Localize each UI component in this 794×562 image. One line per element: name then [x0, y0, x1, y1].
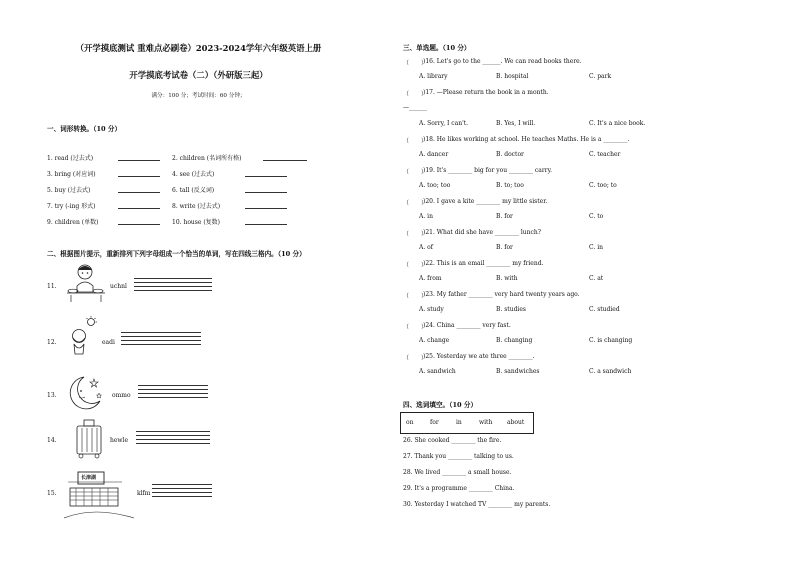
s1-blank-1[interactable]: [118, 160, 160, 161]
s2-num-13: 13.: [47, 392, 57, 399]
s2-line-11a[interactable]: [134, 278, 212, 279]
q21-option-c[interactable]: C. in: [589, 244, 603, 251]
s1-blank-3[interactable]: [118, 176, 160, 177]
q17-reply: —______: [403, 104, 427, 111]
q25-option-a[interactable]: A. sandwich: [419, 368, 456, 375]
s1-blank-9[interactable]: [118, 224, 160, 225]
q18-option-c[interactable]: C. teacher: [589, 151, 621, 158]
s2-num-15: 15.: [47, 490, 57, 497]
section3-heading: 三、单选题。（10 分）: [403, 44, 471, 52]
s1-blank-8[interactable]: [245, 208, 287, 209]
q19-paren[interactable]: （ ）: [403, 169, 428, 176]
s2-line-11b[interactable]: [134, 282, 212, 283]
q23-option-b[interactable]: B. studies: [496, 306, 526, 313]
q29-stem: 29. It's a programme ________ China.: [403, 485, 515, 492]
q16-stem: )16. Let's go to the ______. We can read books there.: [423, 58, 582, 65]
word-bank-in: in: [456, 419, 462, 426]
s1-blank-7[interactable]: [118, 208, 160, 209]
s2-line-15d[interactable]: [152, 496, 212, 497]
s2-line-14a[interactable]: [136, 431, 210, 432]
s2-line-12a[interactable]: [121, 332, 201, 333]
q18-paren[interactable]: （ ）: [403, 138, 428, 145]
q30-stem: 30. Yesterday I watched TV ________ my parents.: [403, 501, 551, 508]
q24-stem: )24. China ________ very fast.: [423, 322, 511, 329]
s1-item-5: 5. buy (过去式): [47, 187, 91, 194]
s2-line-12c[interactable]: [121, 340, 201, 341]
q25-stem: )25. Yesterday we ate three ________.: [423, 353, 535, 360]
q23-paren[interactable]: （ ）: [403, 293, 428, 300]
q19-option-c[interactable]: C. too; to: [589, 182, 617, 189]
s2-num-14: 14.: [47, 437, 57, 444]
s2-letters-12: eadi: [102, 339, 115, 346]
exam-title: （开学摸底测试 重难点必刷卷）2023-2024学年六年级英语上册: [75, 43, 322, 53]
lightbulb-idea-icon: [67, 316, 103, 356]
exam-subtitle: 开学摸底考试卷（二）（外研版三起）: [129, 70, 268, 80]
s1-item-1: 1. read (过去式): [47, 155, 94, 162]
q22-option-a[interactable]: A. from: [419, 275, 442, 282]
q16-option-a[interactable]: A. library: [419, 73, 448, 80]
q25-option-b[interactable]: B. sandwiches: [496, 368, 540, 375]
q23-option-a[interactable]: A. study: [419, 306, 444, 313]
s1-item-6: 6. tall (反义词): [172, 187, 215, 194]
word-bank-on: on: [406, 419, 414, 426]
s2-line-14b[interactable]: [136, 435, 210, 436]
s2-line-14d[interactable]: [136, 443, 210, 444]
q17-option-a[interactable]: A. Sorry, I can't.: [419, 120, 469, 127]
s1-blank-6[interactable]: [245, 192, 287, 193]
s2-letters-14: hewle: [110, 437, 129, 444]
s1-item-9: 9. children (单数): [47, 219, 99, 226]
s1-item-4: 4. see (过去式): [172, 171, 215, 178]
q28-stem: 28. We lived ________ a small house.: [403, 469, 512, 476]
s2-num-11: 11.: [47, 283, 57, 290]
q17-stem: )17. —Please return the book in a month.: [423, 89, 549, 96]
q20-option-a[interactable]: A. in: [419, 213, 433, 220]
q21-option-b[interactable]: B. for: [496, 244, 513, 251]
q24-option-a[interactable]: A. change: [419, 337, 450, 344]
q23-stem: )23. My father ________ very hard twenty years ago.: [423, 291, 580, 298]
s2-line-13b[interactable]: [138, 389, 208, 390]
q16-option-c[interactable]: C. park: [589, 73, 612, 80]
s2-line-15c[interactable]: [152, 492, 212, 493]
section4-heading: 四、选词填空。（10 分）: [403, 401, 478, 409]
q25-option-c[interactable]: C. a sandwich: [589, 368, 632, 375]
q19-stem: )19. It's ________ big for you ________ carry.: [423, 167, 553, 174]
s2-line-13c[interactable]: [138, 393, 208, 394]
q22-option-c[interactable]: C. at: [589, 275, 604, 282]
q23-option-c[interactable]: C. studied: [589, 306, 620, 313]
q16-paren[interactable]: （ ）: [403, 60, 428, 67]
q21-option-a[interactable]: A. of: [419, 244, 433, 251]
q24-option-c[interactable]: C. is changing: [589, 337, 633, 344]
s2-line-15b[interactable]: [152, 488, 212, 489]
film-title-sign: 长津湖: [81, 475, 97, 481]
s1-blank-10[interactable]: [245, 224, 287, 225]
q21-paren[interactable]: （ ）: [403, 231, 428, 238]
section1-heading: 一、词形转换。（10 分）: [47, 125, 122, 133]
s2-line-13d[interactable]: [138, 397, 208, 398]
q21-stem: )21. What did she have ________ lunch?: [423, 229, 541, 236]
s2-letters-13: ommo: [112, 392, 131, 399]
section2-heading: 二、根据图片提示，重新排列下列字母组成一个恰当的单词，写在四线三格内。（10 分）: [47, 250, 306, 258]
q24-paren[interactable]: （ ）: [403, 324, 428, 331]
q19-option-a[interactable]: A. too; too: [419, 182, 451, 189]
q17-option-b[interactable]: B. Yes, I will.: [496, 120, 536, 127]
moon-stars-icon: [64, 373, 104, 413]
q18-option-b[interactable]: B. doctor: [496, 151, 524, 158]
word-bank-for: for: [430, 419, 439, 426]
word-bank-with: with: [479, 419, 493, 426]
boy-eating-icon: [65, 262, 107, 304]
q18-stem: )18. He likes working at school. He teaches Maths. He is a ________.: [423, 136, 630, 143]
s1-item-3: 3. bring (对应词): [47, 171, 96, 178]
exam-meta: 满分：100 分；考试时间：60 分钟；: [151, 93, 246, 99]
q27-stem: 27. Thank you ________ talking to us.: [403, 453, 514, 460]
s1-blank-5[interactable]: [118, 192, 160, 193]
s1-item-7: 7. try (-ing 形式): [47, 203, 96, 210]
q26-stem: 26. She cooked ________ the fire.: [403, 437, 502, 444]
s2-letters-11: uchnl: [110, 283, 127, 290]
q17-paren[interactable]: （ ）: [403, 91, 428, 98]
s1-item-8: 8. write (过去式): [172, 203, 221, 210]
q20-stem: )20. I gave a kite ________ my little sister.: [423, 198, 548, 205]
q20-paren[interactable]: （ ）: [403, 200, 428, 207]
s1-item-10: 10. house (复数): [172, 219, 221, 226]
film-projector-icon: [64, 468, 136, 520]
s2-line-12d[interactable]: [121, 344, 201, 345]
s2-line-14c[interactable]: [136, 439, 210, 440]
q25-paren[interactable]: （ ）: [403, 355, 428, 362]
q16-option-b[interactable]: B. hospital: [496, 73, 529, 80]
s1-blank-2[interactable]: [263, 160, 307, 161]
s2-letters-15: klfm: [137, 490, 151, 497]
s1-blank-4[interactable]: [245, 176, 287, 177]
s2-line-15a[interactable]: [152, 484, 212, 485]
q22-stem: )22. This is an email ________ my friend.: [423, 260, 544, 267]
s2-line-13a[interactable]: [138, 385, 208, 386]
right-column: [397, 0, 794, 562]
q22-paren[interactable]: （ ）: [403, 262, 428, 269]
suitcase-wheels-icon: [72, 418, 106, 460]
q20-option-c[interactable]: C. to: [589, 213, 604, 220]
q17-option-c[interactable]: C. It's a nice book.: [589, 120, 646, 127]
s1-item-2: 2. children (名词所有格): [172, 155, 242, 162]
q22-option-b[interactable]: B. with: [496, 275, 518, 282]
q20-option-b[interactable]: B. for: [496, 213, 513, 220]
q19-option-b[interactable]: B. to; too: [496, 182, 524, 189]
s2-line-11d[interactable]: [134, 290, 212, 291]
s2-num-12: 12.: [47, 339, 57, 346]
q18-option-a[interactable]: A. dancer: [419, 151, 449, 158]
s2-line-11c[interactable]: [134, 286, 212, 287]
q24-option-b[interactable]: B. changing: [496, 337, 533, 344]
s2-line-12b[interactable]: [121, 336, 201, 337]
word-bank-about: about: [507, 419, 525, 426]
